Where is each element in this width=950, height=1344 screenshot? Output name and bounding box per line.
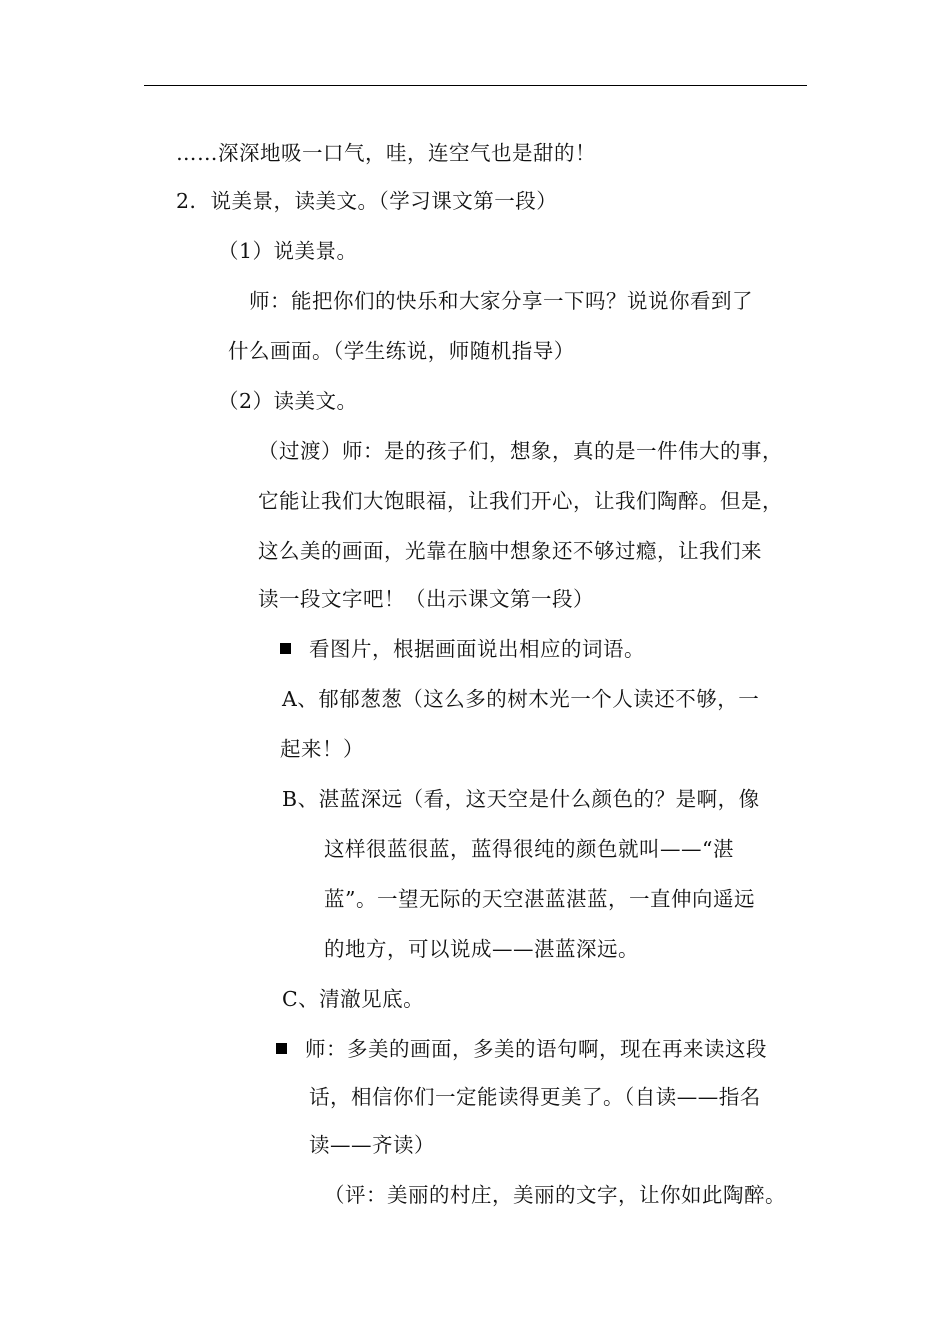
- bullet-item-2-line-2: 话，相信你们一定能读得更美了。（自读——指名: [309, 1085, 761, 1109]
- text-line-teacher-1b: 什么画面。（学生练说，师随机指导）: [228, 339, 575, 363]
- item-b-line-2: 这样很蓝很蓝，蓝得很纯的颜色就叫——“湛: [324, 837, 734, 861]
- bullet-item-1: [280, 635, 645, 663]
- item-a-line-1: A、郁郁葱葱（这么多的树木光一个人读还不够，一: [282, 687, 760, 711]
- subheading-1: （1）说美景。: [218, 239, 358, 263]
- text-line-transition-a: （过渡）师：是的孩子们，想象，真的是一件伟大的事，: [258, 439, 783, 463]
- item-b-line-1: B、湛蓝深远（看，这天空是什么颜色的？是啊，像: [282, 787, 760, 811]
- bullet-item-2-line-3: 读——齐读）: [309, 1133, 435, 1157]
- square-bullet-icon: [280, 643, 291, 654]
- text-line-transition-c: 这么美的画面，光靠在脑中想象还不够过瘾，让我们来: [258, 539, 762, 563]
- square-bullet-icon: [276, 1043, 287, 1054]
- item-c-line-1: C、清澈见底。: [282, 987, 425, 1011]
- comment-line: （评：美丽的村庄，美丽的文字，让你如此陶醉。: [324, 1183, 786, 1207]
- item-a-line-2: 起来！）: [280, 737, 364, 761]
- text-line-teacher-1a: 师：能把你们的快乐和大家分享一下吗？说说你看到了: [249, 289, 753, 313]
- item-b-line-3: 蓝”。一望无际的天空湛蓝湛蓝，一直伸向遥远: [324, 887, 755, 911]
- subheading-2: （2）读美文。: [218, 389, 358, 413]
- bullet-item-2: [276, 1035, 767, 1063]
- section-heading-2: 2．说美景，读美文。（学习课文第一段）: [176, 189, 558, 213]
- text-line-transition-b: 它能让我们大饱眼福，让我们开心，让我们陶醉。但是，: [258, 489, 783, 513]
- bullet-item-2-text: 师：多美的画面，多美的语句啊，现在再来读这段: [305, 1037, 767, 1061]
- bullet-item-1-text: 看图片，根据画面说出相应的词语。: [309, 637, 645, 661]
- item-b-line-4: 的地方，可以说成——湛蓝深远。: [324, 937, 639, 961]
- header-rule: [144, 85, 807, 86]
- text-line-1: ……深深地吸一口气，哇，连空气也是甜的！: [176, 141, 596, 165]
- text-line-transition-d: 读一段文字吧！（出示课文第一段）: [258, 587, 594, 611]
